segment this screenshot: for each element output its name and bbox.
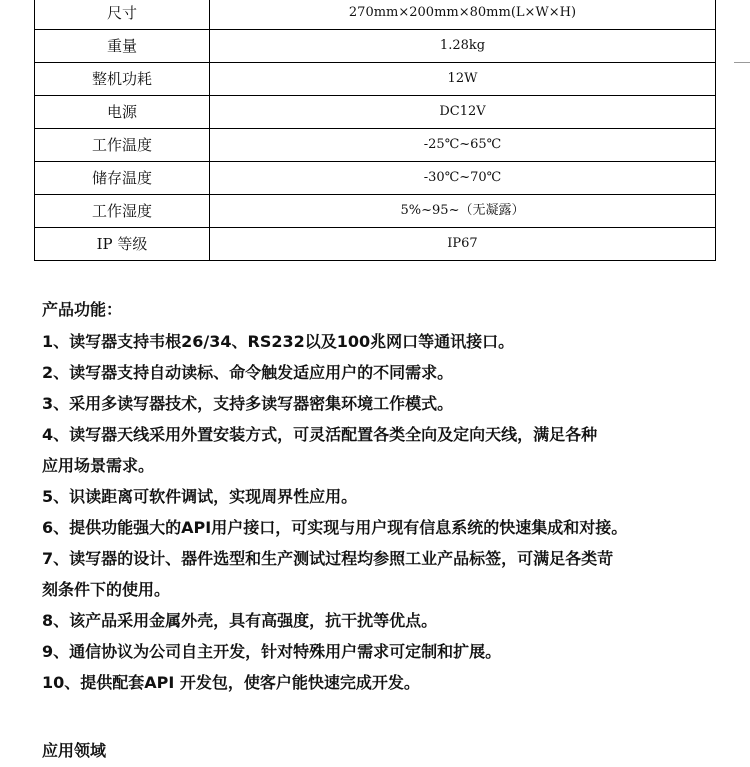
- list-item: 1、读写器支持韦根26/34、RS232以及100兆网口等通讯接口。: [42, 332, 515, 351]
- list-item: 9、通信协议为公司自主开发，针对特殊用户需求可定制和扩展。: [42, 642, 502, 661]
- spec-row-operating-temperature: [35, 129, 716, 162]
- spec-value: 12W: [210, 63, 716, 96]
- list-item: 8、该产品采用金属外壳，具有高强度，抗干扰等优点。: [42, 611, 438, 630]
- page-edge-divider: [734, 62, 750, 63]
- list-item: 5、识读距离可软件调试，实现周界性应用。: [42, 487, 358, 506]
- features-list: [42, 326, 722, 698]
- spec-label: IP 等级: [35, 228, 210, 261]
- application-heading: 应用领域: [42, 741, 107, 760]
- spec-value: 270mm×200mm×80mm(L×W×H): [210, 0, 716, 30]
- spec-label: 整机功耗: [35, 63, 210, 96]
- list-item: 3、采用多读写器技术，支持多读写器密集环境工作模式。: [42, 394, 454, 413]
- spec-label: 工作湿度: [35, 195, 210, 228]
- spec-value: -30℃~70℃: [210, 162, 716, 195]
- spec-row-ip-rating: [35, 228, 716, 261]
- spec-table: [34, 0, 716, 261]
- spec-row-power-supply: [35, 96, 716, 129]
- spec-label: 电源: [35, 96, 210, 129]
- functions-heading: 产品功能：: [42, 300, 123, 319]
- list-item: 6、提供功能强大的API用户接口，可实现与用户现有信息系统的快速集成和对接。: [42, 518, 628, 537]
- spec-value: 5%~95~（无凝露）: [210, 195, 716, 228]
- spec-value: IP67: [210, 228, 716, 261]
- list-item: 2、读写器支持自动读标、命令触发适应用户的不同需求。: [42, 363, 454, 382]
- spec-row-size: [35, 0, 716, 30]
- spec-row-weight: [35, 30, 716, 63]
- list-item: 10、提供配套API 开发包，使客户能快速完成开发。: [42, 673, 420, 692]
- list-item: 4、读写器天线采用外置安装方式，可灵活配置各类全向及定向天线，满足各种 应用场景需求。: [42, 425, 598, 475]
- spec-label: 尺寸: [35, 0, 210, 30]
- spec-label: 储存温度: [35, 162, 210, 195]
- spec-row-storage-temperature: [35, 162, 716, 195]
- list-item: 7、读写器的设计、器件选型和生产测试过程均参照工业产品标签，可满足各类苛 刻条件下的使用。: [42, 549, 614, 599]
- spec-value: -25℃~65℃: [210, 129, 716, 162]
- spec-label: 工作温度: [35, 129, 210, 162]
- spec-label: 重量: [35, 30, 210, 63]
- spec-row-power-consumption: [35, 63, 716, 96]
- spec-row-humidity: [35, 195, 716, 228]
- spec-value: 1.28kg: [210, 30, 716, 63]
- spec-value: DC12V: [210, 96, 716, 129]
